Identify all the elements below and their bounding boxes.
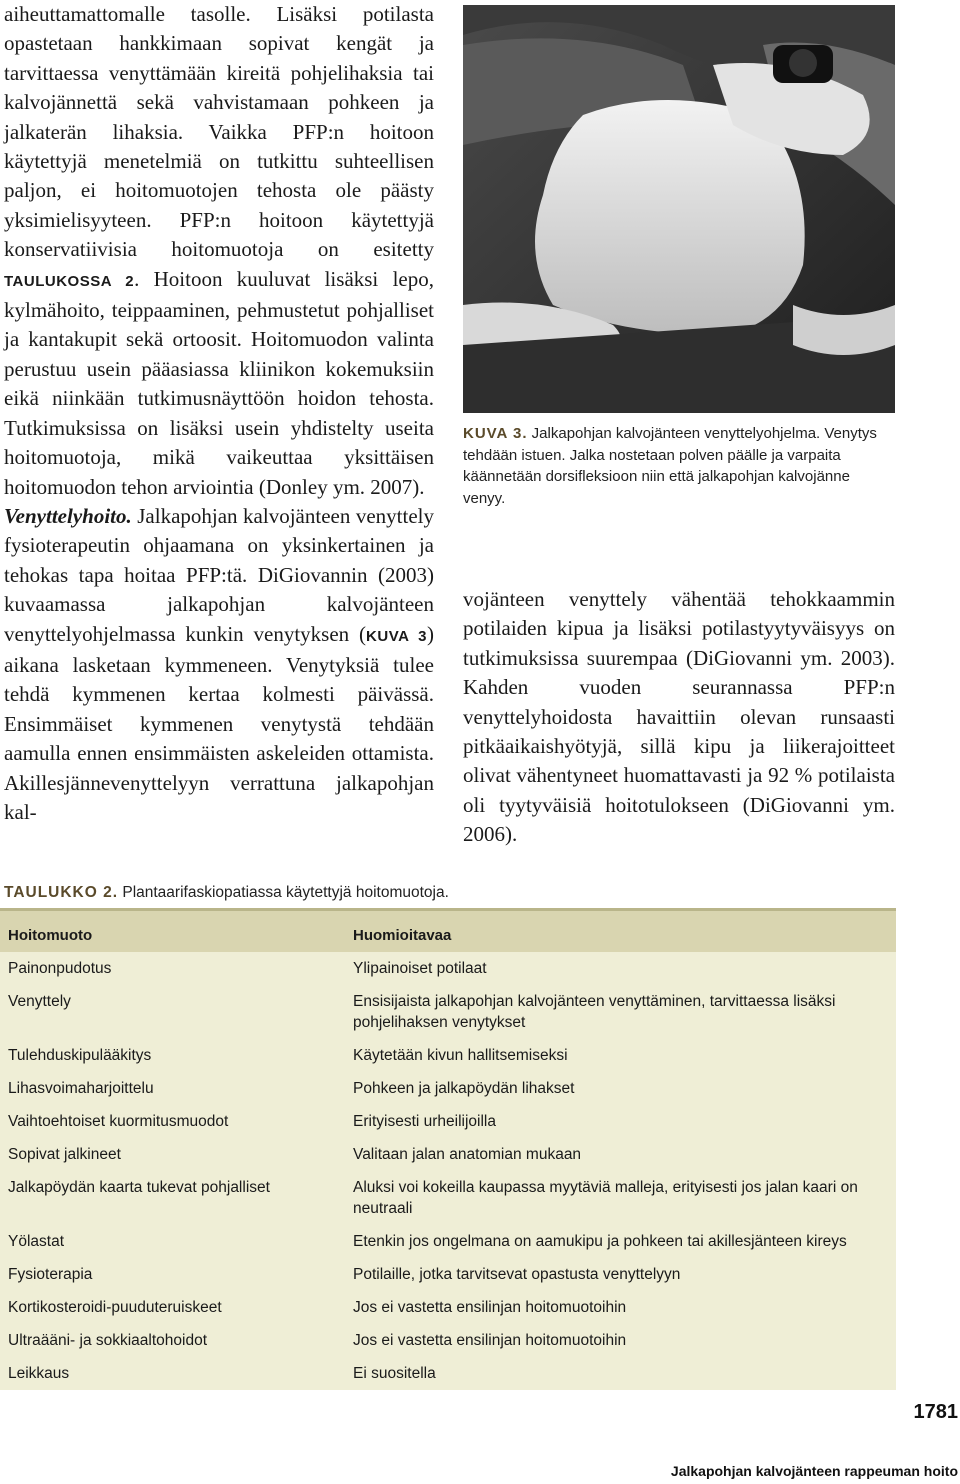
note-cell: Valitaan jalan anatomian mukaan [353, 1146, 582, 1163]
left-column [4, 0, 434, 827]
treatment-table [0, 908, 896, 1390]
table-header-row [0, 911, 896, 952]
note-cell: Erityisesti urheilijoilla [353, 1113, 496, 1130]
table-row [0, 952, 896, 985]
table-label: TAULUKKO 2. [4, 884, 119, 901]
note-cell: Ei suositella [353, 1365, 436, 1382]
treatment-cell: Vaihtoehtoiset kuormitusmuodot [8, 1113, 229, 1130]
body-paragraph: vojänteen venyttely vähentää tehokkaammin potilaiden kipua ja lisäksi potilastyytyväisyys on tutkimuksissa suurempaa (DiGiovanni ym. 2003). Kahden vuoden seurannassa PFP:n venyttelyhoidosta havaittiin olevan runsaasti pitkäaikaishyötyjä, sillä kipu ja liikerajoitteet olivat vähentyneet huomattavasti ja 92 % potilaista oli tyytyväisiä hoitotulokseen (DiGiovanni ym. 2006). [463, 587, 895, 847]
table-row [0, 1105, 896, 1138]
note-cell: Potilaille, jotka tarvitsevat opastusta venyttelyyn [353, 1266, 681, 1283]
body-paragraph [4, 0, 434, 502]
table-row [0, 1138, 896, 1171]
treatment-cell: Fysioterapia [8, 1266, 93, 1283]
table-reference: TAULUKOSSA 2 [4, 272, 135, 290]
table-row [0, 1039, 896, 1072]
treatment-cell: Sopivat jalkineet [8, 1146, 121, 1163]
body-paragraph [4, 502, 434, 827]
note-cell: Jos ei vastetta ensilinjan hoitomuotoihin [353, 1332, 627, 1349]
right-column [463, 585, 895, 850]
note-cell: Ensisijaista jalkapohjan kalvojänteen venyttäminen, tarvittaessa lisäksi pohjelihaksen venytykset [353, 993, 836, 1031]
table-title-text: Plantaarifaskiopatiassa käytettyjä hoitomuotoja. [118, 884, 449, 901]
paragraph-text: ) aikana lasketaan kymmeneen. Venytyksiä tulee tehdä kymmenen kertaa kolmesti päivässä. Ensimmäiset kymmenen venytystä tehdään aamulla ennen ensimmäisten askeleiden ottamista. Akillesjännevenyttelyyn verrattuna jalkapohjan kal- [4, 621, 435, 824]
caption-text: Jalkapohjan kalvojänteen venyttelyohjelma. Venytys tehdään istuen. Jalka nostetaan polven päälle ja varpaita käännetään dorsifleksioon niin että jalkapohjan kalvojänne venyy. [463, 425, 877, 507]
treatment-cell: Kortikosteroidi-puuduteruiskeet [8, 1299, 222, 1316]
table-title [4, 884, 904, 902]
note-cell: Ylipainoiset potilaat [353, 960, 487, 977]
page-number: 1781 [913, 1401, 958, 1423]
note-cell: Etenkin jos ongelmana on aamukipu ja pohkeen tai akillesjänteen kireys [353, 1233, 847, 1250]
table-row [0, 1357, 896, 1390]
treatment-cell: Lihasvoimaharjoittelu [8, 1080, 154, 1097]
paragraph-text: Jalkapohjan kalvojänteen venyttely fysioterapeutin ohjaamana on yksinkertainen ja tehokas tapa hoitaa PFP:tä. DiGiovannin (2003) kuvaamassa jalkapohjan kalvojänteen venyttelyohjelmassa kunkin venytyksen ( [4, 503, 434, 646]
section-heading: Venyttelyhoito. [4, 503, 132, 528]
treatment-cell: Jalkapöydän kaarta tukevat pohjalliset [8, 1179, 270, 1196]
figure-reference: KUVA 3 [366, 627, 428, 645]
paragraph-text: . Hoitoon kuuluvat lisäksi lepo, kylmähoito, teippaaminen, pehmustetut pohjalliset ja kantakupit sekä ortoosit. Hoitomuodon valinta perustuu usein pääasiassa kliinikon kokemuksiin eikä niinkään tutkimusnäyttöön hoidon tehosta. Tutkimuksissa on lisäksi usein yhdistelty useita hoitomuotoja, mikä vaikeuttaa yksittäisen hoitomuodon tehon arviointia (Donley ym. 2007). [4, 266, 434, 499]
table-row [0, 1291, 896, 1324]
note-cell: Käytetään kivun hallitsemiseksi [353, 1047, 568, 1064]
column-header: Hoitomuoto [8, 927, 93, 944]
treatment-cell: Tulehduskipulääkitys [8, 1047, 152, 1064]
column-header: Huomioitavaa [353, 927, 452, 944]
table-row [0, 985, 896, 1039]
note-cell: Jos ei vastetta ensilinjan hoitomuotoihin [353, 1299, 627, 1316]
figure-label: KUVA 3. [463, 425, 528, 442]
paragraph-text: aiheuttamattomalle tasolle. Lisäksi potilasta opastetaan hankkimaan sopivat kengät ja tarvittaessa venyttämään kireitä pohjelihaksia tai kalvojännettä sekä vahvistamaan pohkeen ja jalkaterän lihaksia. Vaikka PFP:n hoitoon käytettyjä menetelmiä on tutkittu suhteellisen paljon, ei hoitomuotojen tehosta ole päästy yksimielisyyteen. PFP:n hoitoon käytettyjä konservatiivisia hoitomuotoja on esitetty [4, 2, 434, 262]
stretching-photo [463, 5, 895, 413]
note-cell: Pohkeen ja jalkapöydän lihakset [353, 1080, 575, 1097]
treatment-cell: Painonpudotus [8, 960, 112, 977]
table-row [0, 1171, 896, 1225]
treatment-cell: Ultraääni- ja sokkiaaltohoidot [8, 1332, 208, 1349]
table-row [0, 1072, 896, 1105]
note-cell: Aluksi voi kokeilla kaupassa myytäviä malleja, erityisesti jos jalan kaari on neutraali [353, 1179, 858, 1217]
figure-caption [463, 423, 895, 509]
treatment-cell: Yölastat [8, 1233, 65, 1250]
treatment-cell: Leikkaus [8, 1365, 70, 1382]
treatment-cell: Venyttely [8, 993, 71, 1010]
table-row [0, 1258, 896, 1291]
running-footer: Jalkapohjan kalvojänteen rappeuman hoito [670, 1463, 958, 1479]
table-row [0, 1324, 896, 1357]
table-row [0, 1225, 896, 1258]
